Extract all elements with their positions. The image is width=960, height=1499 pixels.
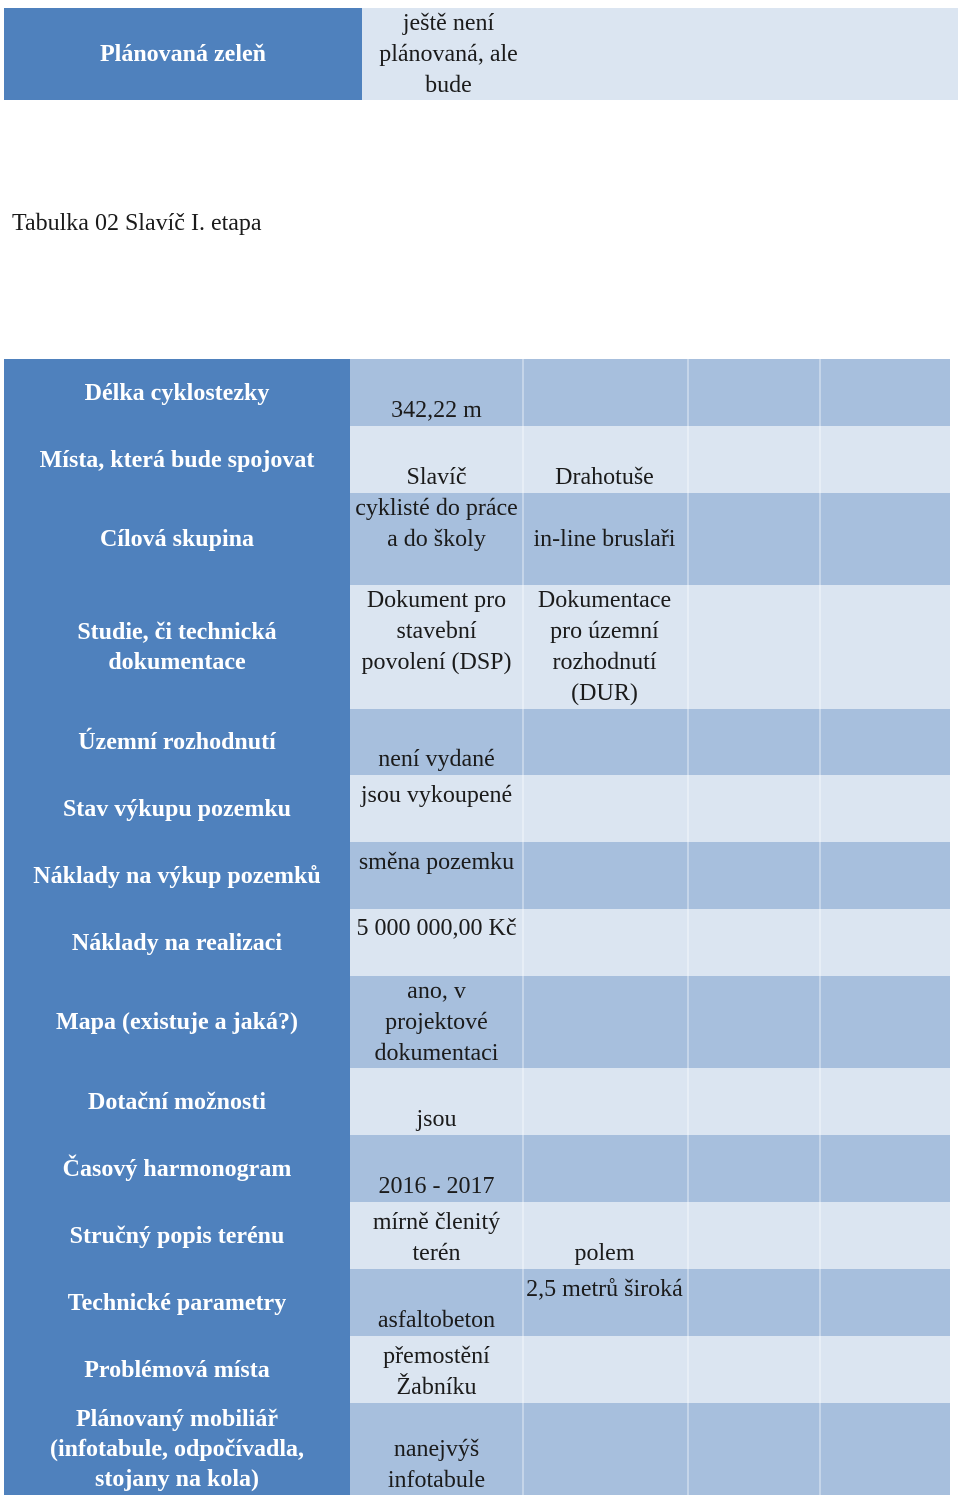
- value-stav-vykupu: jsou vykoupené: [360, 782, 513, 808]
- top-table-row-value: ještě není plánovaná, ale bude: [379, 10, 518, 98]
- table-label-cell: [4, 493, 350, 585]
- row-label-mapa: Mapa (existuje a jaká?): [56, 1009, 298, 1035]
- row-label-naklady-vykup: Náklady na výkup pozemků: [33, 862, 321, 889]
- value-mista-2: Drahotuše: [555, 464, 654, 490]
- main-table: [4, 359, 950, 1495]
- value-uzemni-rozhodnuti: není vydané: [378, 746, 495, 772]
- table-label-cell: [4, 1403, 350, 1495]
- table-label-cell: [4, 842, 350, 909]
- value-cilova-skupina-1: cyklisté do práce a do školy: [355, 495, 518, 552]
- row-label-problemova-mista: Problémová místa: [84, 1356, 270, 1383]
- row-label-dotacni-moznosti: Dotační možnosti: [88, 1088, 266, 1115]
- row-label-casovy-harmonogram: Časový harmonogram: [62, 1155, 292, 1182]
- value-mista-1: Slavíč: [406, 464, 467, 490]
- value-problemova-mista: přemostění Žabníku: [383, 1343, 490, 1400]
- table-label-cell: [4, 709, 350, 775]
- table-label-cell: [4, 909, 350, 976]
- value-popis-terenu-2: polem: [574, 1240, 635, 1266]
- table-label-cell: [4, 1269, 350, 1336]
- value-technicke-parametry-2: 2,5 metrů široká: [526, 1276, 683, 1302]
- value-dotacni-moznosti: jsou: [416, 1106, 457, 1132]
- row-label-technicke-parametry: Technické parametry: [67, 1289, 287, 1316]
- row-label-mista: Místa, která bude spojovat: [39, 446, 315, 473]
- value-technicke-parametry-1: asfaltobeton: [377, 1307, 496, 1333]
- row-label-delka: Délka cyklostezky: [84, 379, 270, 406]
- value-studie-2: Dokumentace pro územní rozhodnutí (DUR): [537, 587, 672, 706]
- table-label-cell: [4, 976, 350, 1068]
- column-divider: [687, 359, 689, 1495]
- table-caption: Tabulka 02 Slavíč I. etapa: [12, 210, 262, 236]
- row-label-popis-terenu: Stručný popis terénu: [69, 1222, 285, 1249]
- value-mapa: ano, v projektové dokumentaci: [374, 978, 499, 1066]
- value-popis-terenu-1: mírně členitý terén: [372, 1209, 501, 1266]
- value-delka: 342,22 m: [391, 397, 482, 423]
- value-cilova-skupina-2: in-line bruslaři: [533, 526, 676, 552]
- value-naklady-realizace: 5 000 000,00 Kč: [356, 915, 517, 941]
- row-label-naklady-realizace: Náklady na realizaci: [71, 929, 283, 956]
- value-studie-1: Dokument pro stavební povolení (DSP): [361, 587, 512, 675]
- table-label-cell: [4, 1202, 350, 1269]
- value-casovy-harmonogram: 2016 - 2017: [378, 1173, 495, 1199]
- row-label-cilova-skupina: Cílová skupina: [99, 526, 255, 552]
- row-label-studie: Studie, či technická dokumentace: [77, 619, 277, 675]
- table-label-cell: [4, 359, 350, 426]
- table-label-cell: [4, 426, 350, 493]
- table-label-cell: [4, 585, 350, 709]
- table-label-cell: [4, 1068, 350, 1135]
- top-table-row-label: Plánovaná zeleň: [4, 8, 362, 100]
- value-naklady-vykup: směna pozemku: [358, 849, 515, 875]
- table-label-cell: [4, 1336, 350, 1403]
- row-label-stav-vykupu: Stav výkupu pozemku: [62, 795, 292, 822]
- row-label-planovany-mobiliar: Plánovaný mobiliář (infotabule, odpočívadla, stojany na kola): [49, 1406, 305, 1492]
- row-label-uzemni-rozhodnuti: Územní rozhodnutí: [78, 729, 276, 755]
- table-label-cell: [4, 775, 350, 842]
- table-label-cell: [4, 1135, 350, 1202]
- column-divider: [819, 359, 821, 1495]
- value-planovany-mobiliar: nanejvýš infotabule: [387, 1436, 486, 1493]
